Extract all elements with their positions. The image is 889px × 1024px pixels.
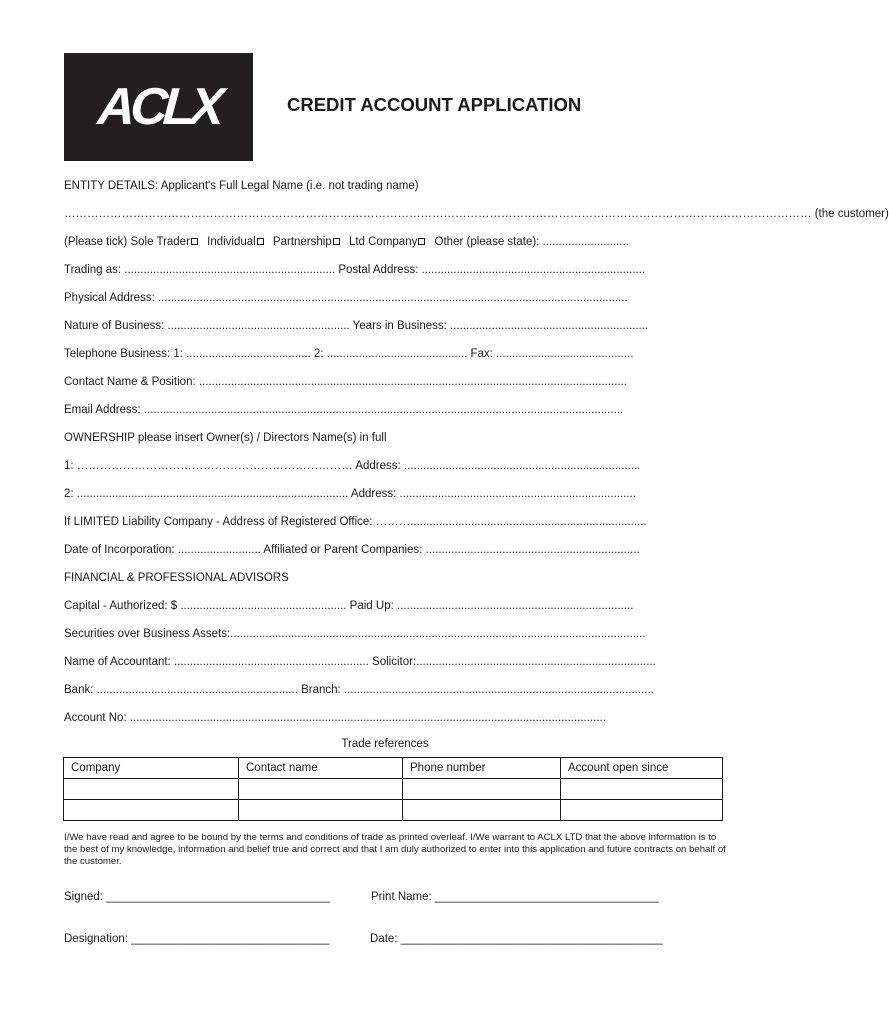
ownership-heading: OWNERSHIP please insert Owner(s) / Directors Name(s) in full xyxy=(64,432,387,444)
column-header-company: Company xyxy=(64,758,239,779)
email-address-field[interactable]: Email Address: ...................................................................................................................................................... xyxy=(64,404,624,416)
table-cell[interactable] xyxy=(561,800,723,821)
capital-field[interactable]: Capital - Authorized: $ .................................................... Paid Up: .......................................................................... xyxy=(64,600,634,612)
table-row xyxy=(64,800,723,821)
securities-field[interactable]: Securities over Business Assets:.................................................................................................................................. xyxy=(64,628,646,640)
owner-2-field[interactable]: 2: ..................................................................................... Address: .......................................................................... xyxy=(64,488,636,500)
trade-references-table xyxy=(63,757,723,821)
accountant-field[interactable]: Name of Accountant: ............................................................. Solicitor:........................................................................... xyxy=(64,656,656,668)
table-cell[interactable] xyxy=(239,800,403,821)
page-title: CREDIT ACCOUNT APPLICATION xyxy=(287,94,582,115)
contact-name-field[interactable]: Contact Name & Position: ...................................................................................................................................... xyxy=(64,376,628,388)
incorporation-field[interactable]: Date of Incorporation: .......................... Affiliated or Parent Companies: ................................................................... xyxy=(64,544,640,556)
bank-field[interactable]: Bank: ............................................................... Branch: ................................................................................................. xyxy=(64,684,654,696)
entity-type-ltd-label: Ltd Company xyxy=(348,236,418,248)
designation-field[interactable]: Designation: _______________________________ xyxy=(64,933,330,945)
entity-type-other-field[interactable]: Other (please state): ........................... xyxy=(434,236,629,248)
print-name-field[interactable]: Print Name: ___________________________________ xyxy=(371,891,659,903)
trade-references-heading: Trade references xyxy=(341,738,429,750)
entity-details-label: ENTITY DETAILS: Applicant's Full Legal Name (i.e. not trading name) xyxy=(64,180,419,192)
registered-office-field[interactable]: If LIMITED Liability Company - Address of Registered Office: ……….......................................................................... xyxy=(64,516,647,528)
entity-type-partnership-label: Partnership xyxy=(272,236,332,248)
owner-1-field[interactable]: 1: ……………………………………………………………… Address: .......................................................................... xyxy=(64,460,641,472)
customer-name-field[interactable]: …………………………………………………………………………………………………………………………………………………………………………… (the customer) xyxy=(64,208,889,220)
date-field[interactable]: Date: _________________________________________ xyxy=(370,933,663,945)
entity-type-individual-label: Individual xyxy=(207,236,256,248)
table-cell[interactable] xyxy=(64,779,239,800)
column-header-account-open-since: Account open since xyxy=(561,758,723,779)
table-cell[interactable] xyxy=(403,779,561,800)
telephone-field[interactable]: Telephone Business: 1: ....................................... 2: ............................................ Fax: ........................................... xyxy=(64,348,634,360)
logo-text: ACLX xyxy=(95,78,222,136)
aclx-logo xyxy=(64,53,253,161)
ltd-company-checkbox[interactable] xyxy=(418,238,425,245)
table-header-row xyxy=(64,758,723,779)
table-cell[interactable] xyxy=(561,779,723,800)
terms-declaration: I/We have read and agree to be bound by the terms and conditions of trade as printed overleaf. I/We warrant to ACLX LTD that the above information is to the best of my knowledge, information and belief true and correct and that I am duly authorized to enter into this application and future contracts on behalf of the customer. xyxy=(64,832,726,868)
partnership-checkbox[interactable] xyxy=(333,238,340,245)
table-row xyxy=(64,779,723,800)
table-cell[interactable] xyxy=(239,779,403,800)
table-cell[interactable] xyxy=(403,800,561,821)
entity-type-row xyxy=(64,235,726,249)
trading-as-field[interactable]: Trading as: .................................................................. Postal Address: ...................................................................... xyxy=(64,264,646,276)
nature-of-business-field[interactable]: Nature of Business: ......................................................... Years in Business: .............................................................. xyxy=(64,320,649,332)
physical-address-field[interactable]: Physical Address: ................................................................................................................................................... xyxy=(64,292,628,304)
account-no-field[interactable]: Account No: ..................................................................................................................................................... xyxy=(64,712,606,724)
financial-advisors-heading: FINANCIAL & PROFESSIONAL ADVISORS xyxy=(64,572,289,584)
table-cell[interactable] xyxy=(64,800,239,821)
column-header-phone-number: Phone number xyxy=(403,758,561,779)
sole-trader-checkbox[interactable] xyxy=(191,238,198,245)
individual-checkbox[interactable] xyxy=(257,238,264,245)
entity-type-sole-trader-label: (Please tick) Sole Trader xyxy=(64,236,190,248)
signed-field[interactable]: Signed: ___________________________________ xyxy=(64,891,331,903)
column-header-contact-name: Contact name xyxy=(239,758,403,779)
